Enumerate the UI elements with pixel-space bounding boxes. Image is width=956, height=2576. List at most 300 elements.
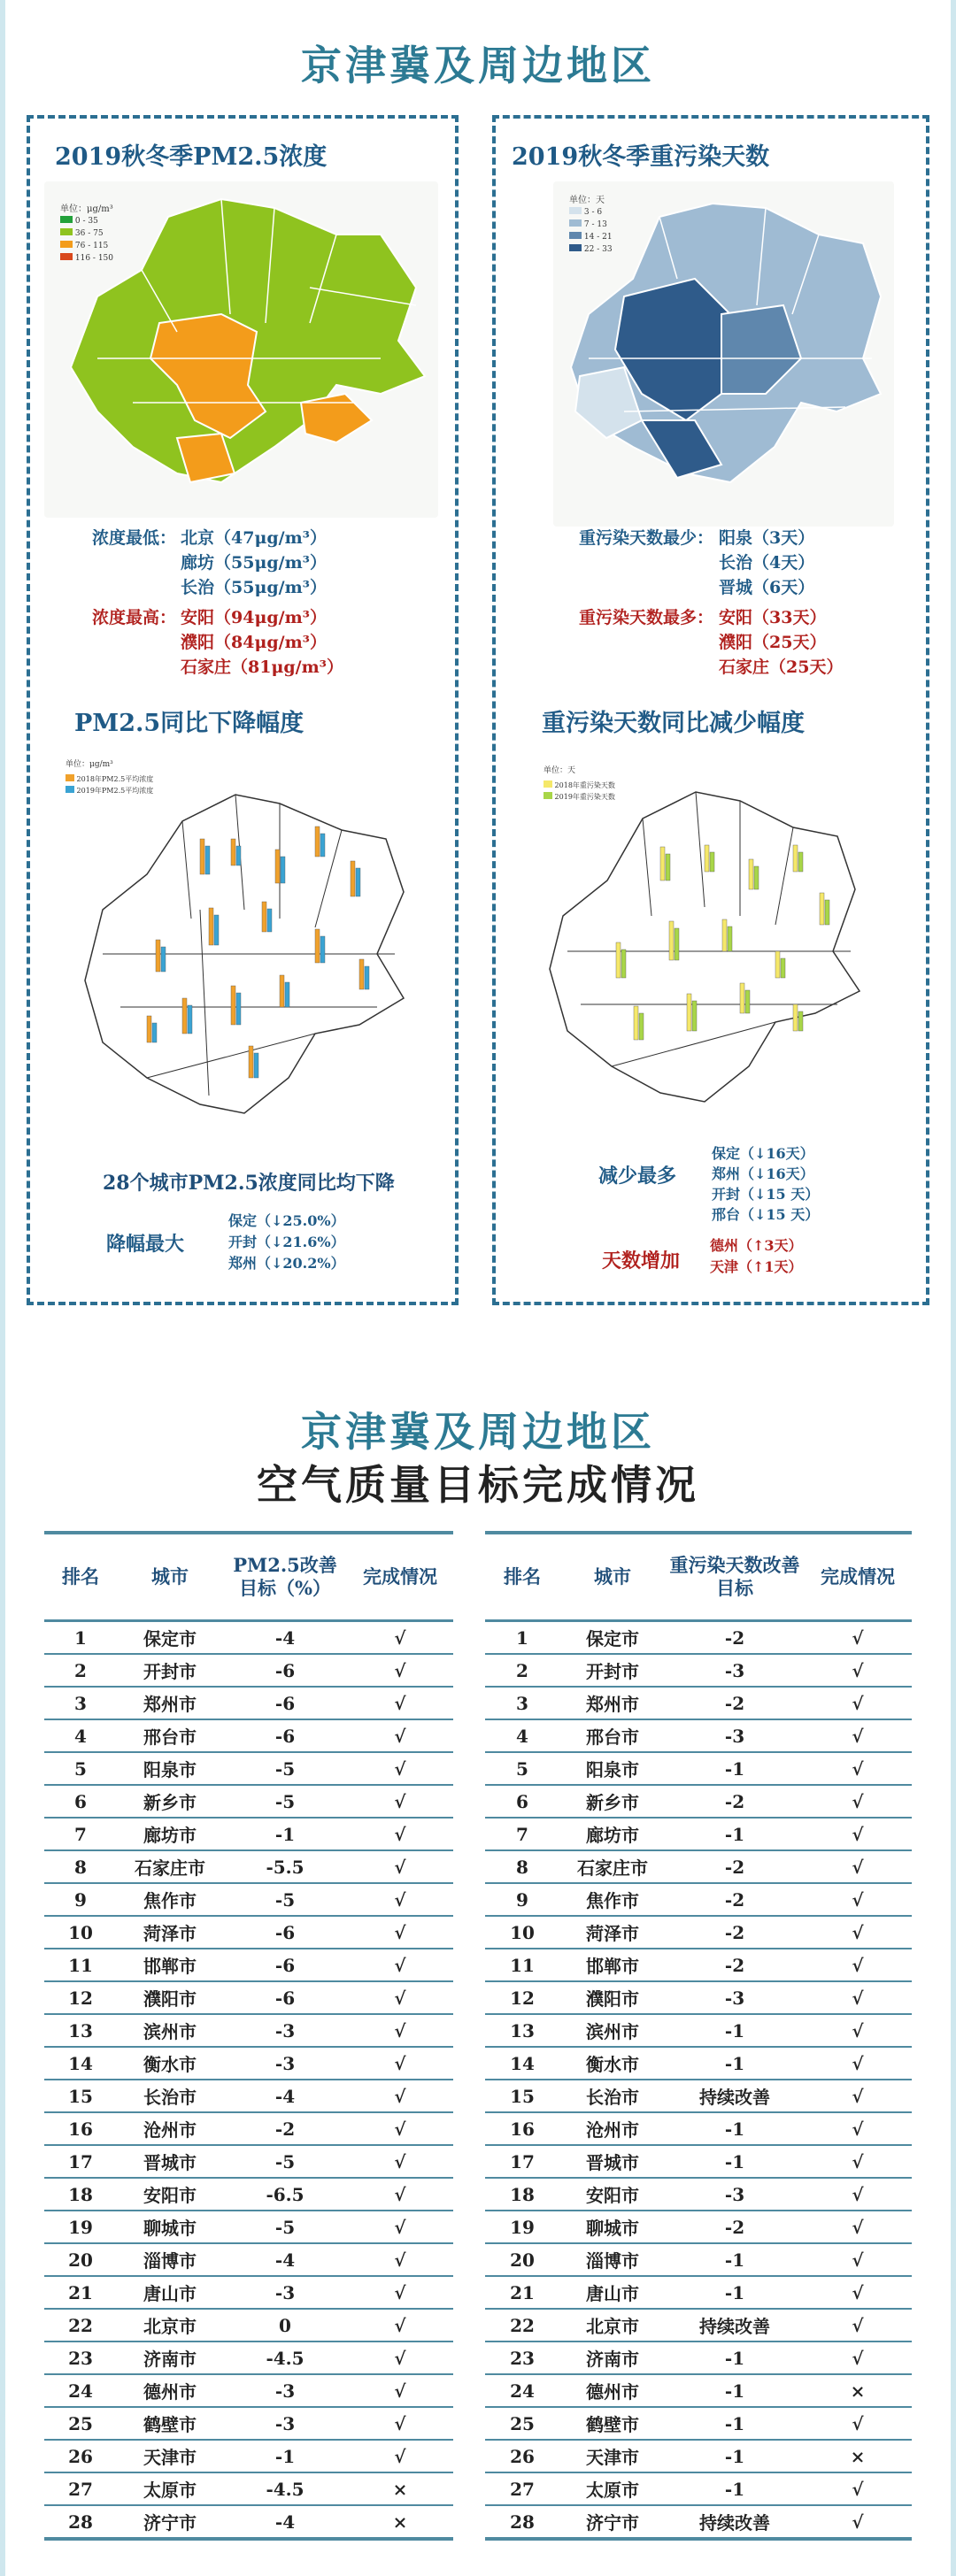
target-cell: -6 xyxy=(223,1916,347,1949)
table-row xyxy=(44,2243,453,2276)
days-decline-increase-label: 天数增加 xyxy=(602,1250,681,1273)
rank-cell: 28 xyxy=(68,2511,93,2533)
map-bar-glyph xyxy=(616,942,621,978)
heavy-days-fewest-list: 阳泉（3天） 长治（4天） 晋城（6天） xyxy=(719,528,815,597)
map-bar-glyph xyxy=(722,919,727,951)
pm-decline-map-graphic xyxy=(50,742,439,1157)
status-cell: √ xyxy=(347,1785,453,1818)
col-rank: 排名 xyxy=(44,1533,117,1621)
status-cell: × xyxy=(347,2472,453,2505)
target-cell: -1 xyxy=(223,2440,347,2472)
table-row xyxy=(485,1883,912,1916)
status-cell: √ xyxy=(347,2341,453,2374)
target-cell: 0 xyxy=(223,2309,347,2341)
target-cell: -3 xyxy=(223,2276,347,2309)
status-cell: √ xyxy=(804,1981,912,2014)
city-cell: 邯郸市 xyxy=(559,1949,666,1981)
rank-cell: 5 xyxy=(44,1752,117,1785)
table-row xyxy=(485,1654,912,1687)
rank-cell: 11 xyxy=(44,1949,117,1981)
col-target: 重污染天数改善目标 xyxy=(666,1533,804,1621)
rank-cell: 8 xyxy=(485,1850,559,1883)
col-city: 城市 xyxy=(117,1533,223,1621)
city-cell: 滨州市 xyxy=(559,2014,666,2047)
city-cell: 沧州市 xyxy=(559,2112,666,2145)
table-header-row xyxy=(44,1533,453,1621)
days-decline-map-graphic xyxy=(528,748,890,1133)
heavy-days-map xyxy=(553,181,894,527)
target-cell: -6 xyxy=(223,1981,347,2014)
city-cell: 长治市 xyxy=(117,2080,223,2112)
target-cell: -3 xyxy=(223,2374,347,2407)
status-cell: √ xyxy=(347,1752,453,1785)
target-cell: -1 xyxy=(666,2112,804,2145)
status-cell: √ xyxy=(804,1752,912,1785)
target-cell: -6.5 xyxy=(223,2178,347,2211)
rank-cell: 28 xyxy=(510,2511,535,2533)
city-cell: 北京市 xyxy=(117,2309,223,2341)
map-bar-glyph xyxy=(781,958,785,978)
target-cell: -4 xyxy=(223,2080,347,2112)
map-bar-glyph xyxy=(152,1023,157,1042)
rank-cell: 2 xyxy=(44,1654,117,1687)
map-bar-glyph xyxy=(161,947,166,972)
rank-cell: 25 xyxy=(485,2407,559,2440)
map-bar-glyph xyxy=(798,852,803,872)
table-row xyxy=(44,1949,453,1981)
table-row xyxy=(44,1687,453,1719)
table-row xyxy=(485,1850,912,1883)
table-row xyxy=(44,2374,453,2407)
rank-cell: 10 xyxy=(44,1916,117,1949)
table-row xyxy=(485,2276,912,2309)
status-cell: √ xyxy=(804,2472,912,2505)
city-cell: 晋城市 xyxy=(559,2145,666,2178)
rank-cell: 7 xyxy=(44,1818,117,1850)
status-cell: √ xyxy=(347,2374,453,2407)
map-bar-glyph xyxy=(262,902,266,932)
target-cell: -1 xyxy=(666,2374,804,2407)
target-cell: -1 xyxy=(666,2047,804,2080)
table-row xyxy=(44,1785,453,1818)
rank-cell: 21 xyxy=(44,2276,117,2309)
heavy-days-title: 2019秋冬季重污染天数 xyxy=(512,143,770,171)
heavy-days-legend-unit: 单位：天 xyxy=(569,196,605,205)
map-bar-glyph xyxy=(200,839,204,874)
rank-cell: 18 xyxy=(485,2178,559,2211)
pm-decline-max-label: 降幅最大 xyxy=(106,1233,185,1256)
table-row xyxy=(485,2080,912,2112)
rank-cell: 27 xyxy=(44,2472,117,2505)
days-decline-reduce-label: 减少最多 xyxy=(598,1165,677,1188)
rank-cell: 8 xyxy=(44,1850,117,1883)
rank-cell: 13 xyxy=(44,2014,117,2047)
table-row xyxy=(44,2178,453,2211)
rank-cell: 14 xyxy=(44,2047,117,2080)
rank-cell: 26 xyxy=(44,2440,117,2472)
rank-cell: 15 xyxy=(44,2080,117,2112)
map-bar-glyph xyxy=(254,1053,258,1078)
pm-decline-legend-unit: 单位：μg/m³ xyxy=(66,760,113,769)
rank-cell: 18 xyxy=(44,2178,117,2211)
status-cell: √ xyxy=(804,1785,912,1818)
map-bar-glyph xyxy=(315,827,320,857)
status-cell: √ xyxy=(347,1981,453,2014)
city-cell: 新乡市 xyxy=(117,1785,223,1818)
status-cell: √ xyxy=(347,2440,453,2472)
city-cell: 济宁市 xyxy=(586,2512,639,2534)
rank-cell: 21 xyxy=(485,2276,559,2309)
city-cell: 聊城市 xyxy=(117,2211,223,2243)
target-cell: -4 xyxy=(274,2511,296,2533)
table-row xyxy=(44,2407,453,2440)
target-cell: -6 xyxy=(223,1719,347,1752)
status-cell: √ xyxy=(804,2178,912,2211)
map-bar-glyph xyxy=(621,950,626,978)
map-bar-glyph xyxy=(351,861,355,896)
target-cell: -3 xyxy=(666,2178,804,2211)
map-bar-glyph xyxy=(320,834,325,857)
map-bar-glyph xyxy=(692,1001,697,1031)
col-target: PM2.5改善目标（%） xyxy=(223,1533,347,1621)
status-cell: √ xyxy=(347,2309,453,2341)
status-cell: √ xyxy=(347,1883,453,1916)
status-cell: √ xyxy=(852,2511,864,2533)
city-cell: 唐山市 xyxy=(559,2276,666,2309)
target-cell: -1 xyxy=(666,2243,804,2276)
rank-cell: 6 xyxy=(485,1785,559,1818)
city-cell: 德州市 xyxy=(559,2374,666,2407)
map-bar-glyph xyxy=(281,857,285,883)
heavy-days-most-list: 安阳（33天） 濮阳（25天） 石家庄（25天） xyxy=(719,608,844,677)
table-row xyxy=(485,2309,912,2341)
target-cell: -2 xyxy=(666,1621,804,1655)
map-bar-glyph xyxy=(740,983,744,1013)
table-row xyxy=(485,2243,912,2276)
status-cell: √ xyxy=(804,1883,912,1916)
city-cell: 新乡市 xyxy=(559,1785,666,1818)
table-header-row xyxy=(485,1533,912,1621)
days-decline-increase-list: 德州（↑3天） 天津（↑1天） xyxy=(710,1237,803,1275)
city-cell: 天津市 xyxy=(559,2440,666,2472)
map-bar-glyph xyxy=(793,1004,798,1031)
rank-cell: 23 xyxy=(485,2341,559,2374)
map-bar-glyph xyxy=(754,866,759,889)
map-bar-glyph xyxy=(634,1006,638,1040)
city-cell: 淄博市 xyxy=(117,2243,223,2276)
map-bar-glyph xyxy=(156,940,160,972)
status-cell: √ xyxy=(347,1719,453,1752)
map-bar-glyph xyxy=(710,852,714,872)
status-cell: √ xyxy=(347,1916,453,1949)
map-bar-glyph xyxy=(147,1016,151,1042)
status-cell: √ xyxy=(804,2112,912,2145)
status-cell: √ xyxy=(804,1916,912,1949)
target-cell: -2 xyxy=(223,2112,347,2145)
map-bar-glyph xyxy=(365,966,369,989)
table-row xyxy=(485,1916,912,1949)
city-cell: 济宁市 xyxy=(143,2512,197,2534)
table-row xyxy=(44,1621,453,1655)
rank-cell: 3 xyxy=(44,1687,117,1719)
map-bar-glyph xyxy=(205,846,210,874)
target-cell: -3 xyxy=(223,2047,347,2080)
city-cell: 开封市 xyxy=(117,1654,223,1687)
table-row xyxy=(485,2112,912,2145)
table-row xyxy=(485,2472,912,2505)
map-bar-glyph xyxy=(267,909,272,932)
rank-cell: 4 xyxy=(44,1719,117,1752)
table-row xyxy=(485,1621,912,1655)
target-cell: -3 xyxy=(666,1654,804,1687)
target-cell: -5 xyxy=(223,1883,347,1916)
city-cell: 天津市 xyxy=(117,2440,223,2472)
target-cell: -4.5 xyxy=(223,2341,347,2374)
rank-cell: 25 xyxy=(44,2407,117,2440)
days-decline-title: 重污染天数同比减少幅度 xyxy=(542,710,805,737)
target-cell: 持续改善 xyxy=(666,2309,804,2341)
table-row xyxy=(44,1752,453,1785)
target-cell: -5 xyxy=(223,2211,347,2243)
target-cell: -4 xyxy=(223,2243,347,2276)
status-cell: √ xyxy=(347,2243,453,2276)
city-cell: 滨州市 xyxy=(117,2014,223,2047)
table-row xyxy=(44,1818,453,1850)
rank-cell: 16 xyxy=(44,2112,117,2145)
status-cell: √ xyxy=(347,1654,453,1687)
pm-decline-legend: 2018年PM2.5平均浓度 2019年PM2.5平均浓度 xyxy=(66,773,153,796)
left-edge-strip xyxy=(0,0,5,2576)
status-cell: √ xyxy=(804,2014,912,2047)
city-cell: 濮阳市 xyxy=(559,1981,666,2014)
status-cell: √ xyxy=(347,1949,453,1981)
map-bar-glyph xyxy=(798,1011,803,1031)
map-bar-glyph xyxy=(285,982,289,1007)
city-cell: 鹤壁市 xyxy=(559,2407,666,2440)
city-cell: 长治市 xyxy=(559,2080,666,2112)
status-cell: × xyxy=(392,2511,408,2533)
days-decline-legend: 2018年重污染天数 2019年重污染天数 xyxy=(544,780,615,803)
status-cell: √ xyxy=(347,1621,453,1655)
days-decline-reduce-list: 保定（↓16天） 郑州（↓16天） 开封（↓15 天） 邢台（↓15 天） xyxy=(712,1145,820,1223)
target-cell: -3 xyxy=(223,2407,347,2440)
table-row xyxy=(44,2440,453,2472)
city-cell: 济南市 xyxy=(117,2341,223,2374)
city-cell: 石家庄市 xyxy=(559,1850,666,1883)
rank-cell: 6 xyxy=(44,1785,117,1818)
rank-cell: 20 xyxy=(485,2243,559,2276)
heavy-days-legend: 3 - 6 7 - 13 14 - 21 22 - 33 xyxy=(569,206,613,256)
map-bar-glyph xyxy=(182,998,187,1034)
target-cell: 持续改善 xyxy=(666,2080,804,2112)
map-bar-glyph xyxy=(236,993,241,1025)
rank-cell: 5 xyxy=(485,1752,559,1785)
pm-winter-low-list: 北京（47μg/m³） 廊坊（55μg/m³） 长治（55μg/m³） xyxy=(181,528,327,597)
target-cell: -4.5 xyxy=(223,2472,347,2505)
map-bar-glyph xyxy=(687,994,691,1031)
target-cell: -2 xyxy=(666,1916,804,1949)
table-row xyxy=(44,2014,453,2047)
status-cell: √ xyxy=(347,1818,453,1850)
rank-cell: 10 xyxy=(485,1916,559,1949)
table-row xyxy=(44,2472,453,2505)
rank-cell: 24 xyxy=(44,2374,117,2407)
table-row xyxy=(485,1785,912,1818)
city-cell: 衡水市 xyxy=(559,2047,666,2080)
status-cell: √ xyxy=(804,1949,912,1981)
status-cell: √ xyxy=(347,2145,453,2178)
city-cell: 菏泽市 xyxy=(117,1916,223,1949)
right-edge-strip xyxy=(951,0,956,2576)
pm-winter-map xyxy=(44,181,438,518)
map-bar-glyph xyxy=(356,868,360,896)
city-cell: 阳泉市 xyxy=(117,1752,223,1785)
table-row xyxy=(44,1981,453,2014)
col-status: 完成情况 xyxy=(804,1533,912,1621)
city-cell: 阳泉市 xyxy=(559,1752,666,1785)
status-cell: √ xyxy=(804,2145,912,2178)
map-bar-glyph xyxy=(280,975,284,1007)
city-cell: 北京市 xyxy=(559,2309,666,2341)
table-row xyxy=(485,2407,912,2440)
rank-cell: 3 xyxy=(485,1687,559,1719)
target-cell: -1 xyxy=(666,1818,804,1850)
map-bar-glyph xyxy=(660,847,665,880)
status-cell: √ xyxy=(804,1850,912,1883)
table-row xyxy=(485,1949,912,1981)
map-bar-glyph xyxy=(188,1005,192,1034)
target-cell: -6 xyxy=(223,1949,347,1981)
status-cell: √ xyxy=(347,2014,453,2047)
status-cell: √ xyxy=(804,1719,912,1752)
target-cell: -1 xyxy=(666,2472,804,2505)
map-bar-glyph xyxy=(705,845,709,872)
status-cell: √ xyxy=(347,1850,453,1883)
status-cell: × xyxy=(804,2440,912,2472)
section2-subtitle: 空气质量目标完成情况 xyxy=(257,1461,699,1509)
rank-cell: 24 xyxy=(485,2374,559,2407)
city-cell: 濮阳市 xyxy=(117,1981,223,2014)
heavy-days-target-table xyxy=(485,1531,912,2541)
city-cell: 邯郸市 xyxy=(117,1949,223,1981)
table-row xyxy=(485,2014,912,2047)
map-bar-glyph xyxy=(675,928,679,960)
rank-cell: 9 xyxy=(44,1883,117,1916)
rank-cell: 1 xyxy=(485,1621,559,1655)
target-cell: -4 xyxy=(223,1621,347,1655)
map-bar-glyph xyxy=(214,915,219,945)
table-row xyxy=(44,2505,453,2539)
city-cell: 衡水市 xyxy=(117,2047,223,2080)
target-cell: -2 xyxy=(666,1850,804,1883)
rank-cell: 16 xyxy=(485,2112,559,2145)
status-cell: √ xyxy=(347,2211,453,2243)
status-cell: √ xyxy=(804,2309,912,2341)
rank-cell: 23 xyxy=(44,2341,117,2374)
pm-target-table xyxy=(44,1531,453,2541)
rank-cell: 2 xyxy=(485,1654,559,1687)
table-row xyxy=(485,2505,912,2539)
city-cell: 晋城市 xyxy=(117,2145,223,2178)
target-cell: -2 xyxy=(666,1949,804,1981)
status-cell: √ xyxy=(347,2080,453,2112)
city-cell: 太原市 xyxy=(559,2472,666,2505)
rank-cell: 22 xyxy=(44,2309,117,2341)
city-cell: 安阳市 xyxy=(117,2178,223,2211)
rank-cell: 17 xyxy=(44,2145,117,2178)
status-cell: √ xyxy=(804,2047,912,2080)
rank-cell: 9 xyxy=(485,1883,559,1916)
map-bar-glyph xyxy=(231,839,235,865)
table-row xyxy=(485,2145,912,2178)
target-cell: -6 xyxy=(223,1687,347,1719)
rank-cell: 26 xyxy=(485,2440,559,2472)
target-cell: -2 xyxy=(666,1785,804,1818)
rank-cell: 15 xyxy=(485,2080,559,2112)
heavy-days-fewest: 重污染天数最少： xyxy=(579,528,714,548)
rank-cell: 7 xyxy=(485,1818,559,1850)
table-row xyxy=(44,1719,453,1752)
status-cell: √ xyxy=(347,2276,453,2309)
table-row xyxy=(44,1654,453,1687)
table-row xyxy=(44,1850,453,1883)
col-city: 城市 xyxy=(559,1533,666,1621)
table-row xyxy=(485,2178,912,2211)
city-cell: 石家庄市 xyxy=(117,1850,223,1883)
status-cell: √ xyxy=(804,2080,912,2112)
status-cell: √ xyxy=(804,2243,912,2276)
status-cell: √ xyxy=(804,2211,912,2243)
target-cell: -5 xyxy=(223,2145,347,2178)
rank-cell: 11 xyxy=(485,1949,559,1981)
status-cell: √ xyxy=(804,1621,912,1655)
target-cell: -1 xyxy=(666,1752,804,1785)
map-bar-glyph xyxy=(231,986,235,1025)
target-cell: -3 xyxy=(223,2014,347,2047)
map-bar-glyph xyxy=(793,845,798,872)
target-cell: -1 xyxy=(666,2014,804,2047)
col-rank: 排名 xyxy=(485,1533,559,1621)
target-cell: -1 xyxy=(666,2276,804,2309)
city-cell: 济南市 xyxy=(559,2341,666,2374)
rank-cell: 17 xyxy=(485,2145,559,2178)
city-cell: 鹤壁市 xyxy=(117,2407,223,2440)
target-cell: -5 xyxy=(223,1752,347,1785)
city-cell: 焦作市 xyxy=(117,1883,223,1916)
table-row xyxy=(485,1719,912,1752)
city-cell: 菏泽市 xyxy=(559,1916,666,1949)
city-cell: 安阳市 xyxy=(559,2178,666,2211)
target-cell: -5.5 xyxy=(223,1850,347,1883)
city-cell: 保定市 xyxy=(559,1621,666,1655)
city-cell: 郑州市 xyxy=(117,1687,223,1719)
table-row xyxy=(44,2211,453,2243)
target-cell: -1 xyxy=(666,2407,804,2440)
days-decline-legend-unit: 单位：天 xyxy=(544,766,576,775)
city-cell: 邢台市 xyxy=(117,1719,223,1752)
col-status: 完成情况 xyxy=(347,1533,453,1621)
rank-cell: 27 xyxy=(485,2472,559,2505)
rank-cell: 19 xyxy=(44,2211,117,2243)
target-cell: -3 xyxy=(666,1719,804,1752)
city-cell: 唐山市 xyxy=(117,2276,223,2309)
map-bar-glyph xyxy=(359,959,364,989)
rank-cell: 20 xyxy=(44,2243,117,2276)
city-cell: 聊城市 xyxy=(559,2211,666,2243)
table-row xyxy=(44,2047,453,2080)
table-row xyxy=(485,1752,912,1785)
table-row xyxy=(44,2145,453,2178)
